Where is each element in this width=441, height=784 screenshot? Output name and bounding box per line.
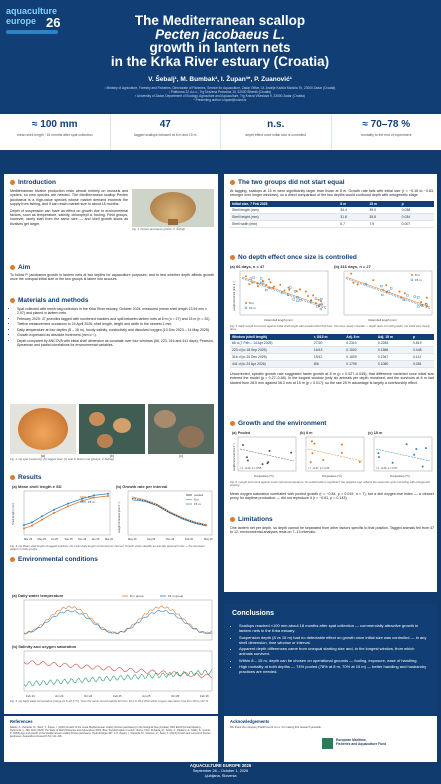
- footer-location: Ljubljana, Slovenia: [204, 773, 237, 778]
- methods-item: • Twelve measurement occasions to 24 April 2026; shell length, height and width to the nearest 1 mm.: [17, 322, 214, 326]
- x-tick-label: Jun 25: [142, 694, 151, 698]
- table-cell: 0.112: [411, 354, 434, 361]
- data-point: [290, 452, 292, 454]
- legend-8m-label: 8 m: [249, 301, 255, 305]
- scallop-photo: [132, 189, 214, 227]
- initial-size-table: [230, 201, 434, 228]
- data-point: [246, 456, 248, 458]
- data-point: [53, 509, 55, 511]
- table-header: 8 m: [338, 201, 367, 207]
- two-groups-text: At tagging, scallops at 15 m were significantly larger than those at 8 m. Growth rate falls with initial size (r = −0.16 to −0.83, stronger over longer windows), so a direct comparison of the two depths would confound depth with ontogenetic stage.: [230, 189, 434, 198]
- legend-15m-label: 15 m: [194, 502, 201, 507]
- stat-desc: mortality to the end of experiment: [361, 133, 412, 137]
- photo-tagged-spat: [79, 404, 145, 454]
- data-point: [41, 519, 43, 521]
- section-bullet-icon: [230, 255, 235, 260]
- ack-heading: Acknowledgements: [230, 719, 270, 724]
- footer-dates: September 28 – October 1, 2026: [192, 768, 249, 773]
- table-cell: 35.8: [367, 213, 399, 220]
- data-point-8m: [268, 278, 270, 280]
- table-cell: 0.1502: [344, 347, 376, 354]
- data-point: [378, 456, 380, 458]
- table-cell: 0.2284: [376, 340, 411, 347]
- legend-15m-label: 15 m: [88, 500, 95, 505]
- intro-section: [10, 179, 214, 231]
- references-heading: References: [10, 719, 33, 724]
- conclusion-item: • Suspension depth (8 vs 15 m) had no detectable effect on growth once initial size was controlled — in any shell dimension, time window or interval.: [239, 635, 429, 645]
- stat-desc: depth effect once initial size is controlled: [245, 133, 307, 137]
- x-tick-label: Aug 25: [147, 538, 156, 541]
- table-cell: Shell width (mm): [230, 220, 338, 227]
- fig3a-title: (a) Mean shell length ± SD: [12, 484, 62, 489]
- y-axis-label: Length increment (mm d⁻¹): [118, 501, 121, 533]
- fig4-caption: Fig. 4. (a) Daily water temperature (range 11.5–22.8 °C). Over the same record salinity fell from 40.4 to 35.4 PSU while oxygen saturation rose from 80 to 112 %.: [10, 699, 209, 703]
- growth-env-section: [230, 420, 434, 427]
- data-point-8m: [248, 283, 250, 285]
- legend-8m-marker: [245, 302, 247, 304]
- aim-section: [10, 264, 214, 282]
- fig6-stat-label: r = −0.37, p = 0.33: [308, 467, 330, 470]
- section-heading: [10, 474, 214, 481]
- fig4-environment-charts: [10, 592, 214, 700]
- section-heading: [10, 297, 214, 304]
- conclusion-item: • Within 8 – 15 m, depth can be chosen on operational grounds — fouling, exposure, ease of handling.: [239, 658, 429, 663]
- env-section: [10, 556, 214, 563]
- methods-list: [10, 307, 214, 347]
- right-column: [224, 174, 437, 592]
- table-cell: 0.2310: [344, 340, 376, 347]
- data-point-8m: [399, 291, 401, 293]
- x-tick-label: Oct 24: [84, 694, 93, 698]
- table-cell: 39.0: [367, 207, 399, 214]
- references-box: [4, 716, 218, 762]
- legend-15m-label: 15 m: [249, 306, 256, 310]
- table-header: Adj. 8 m: [344, 334, 376, 340]
- growth-env-text: Mean oxygen saturation correlated with pooled growth (r = −0.84, p = 0.019, n = 7), but a diel oxygen-rise index — a cleaner proxy for daytime production — did not reproduce it (r = −0.61, p = 0.143).: [230, 492, 434, 501]
- affiliations: [40, 86, 400, 102]
- fig4a-title: (a) Daily water temperature: [12, 593, 64, 598]
- data-point-8m: [372, 279, 374, 281]
- fig3-growth-charts: [10, 483, 214, 545]
- table-cell: 0.1586: [376, 347, 411, 354]
- section-bullet-icon: [10, 180, 15, 185]
- x-tick-label: Feb 25: [113, 694, 122, 698]
- data-point: [247, 460, 249, 462]
- x-tick-label: May 25: [128, 538, 137, 541]
- stat-shell-length: [0, 114, 111, 150]
- fig6-panel-title: (c) 15 m: [368, 431, 383, 435]
- x-tick-label: Jan 26: [91, 538, 100, 541]
- data-point-8m: [385, 284, 387, 286]
- aim-text: To follow P. jacobaeus growth in lantern nets at two depths for aquaculture purposes, and to test whether depth affects growth once the unequal initial size of the two groups is taken into account.: [10, 273, 214, 282]
- x-tick-label: Feb 26: [185, 538, 194, 541]
- table-row: [230, 354, 434, 361]
- fig6-panel-title: (b) 8 m: [300, 431, 313, 435]
- data-point: [242, 444, 244, 446]
- data-point: [67, 503, 69, 505]
- data-point: [266, 462, 268, 464]
- affiliation-3: ³ University of Zadar, Department of Ecology, Agriculture and Aquaculture, Trg Kneza Višeslava 9, 23000 Zadar (Croatia): [135, 94, 305, 98]
- section-bullet-icon: [10, 265, 15, 270]
- left-column: [4, 174, 218, 592]
- legend-15m-label: 15 m group: [168, 594, 184, 599]
- section-heading: [10, 179, 214, 186]
- data-point: [53, 512, 55, 514]
- fig6-stat-label: r = −0.26, p = 0.57: [376, 467, 398, 470]
- x-tick-label: Jun 24: [55, 694, 64, 698]
- table-row: [230, 361, 434, 368]
- stat-desc: tagged scallops followed at 8 m and 15 m: [134, 133, 197, 137]
- data-point-8m: [350, 273, 352, 275]
- title-line-3: growth in lantern nets: [149, 40, 291, 55]
- eu-fund-icon: [322, 738, 333, 749]
- x-tick-label: Mar 26: [105, 538, 114, 541]
- poster-footer: [0, 764, 441, 784]
- data-point: [31, 521, 33, 523]
- x-tick-label: Nov 25: [166, 538, 175, 541]
- table-cell: 0.819: [411, 340, 434, 347]
- x-tick-label: Mar 25: [24, 538, 33, 541]
- table-cell: 34.4: [338, 207, 367, 214]
- data-point: [392, 462, 394, 464]
- data-point-8m: [320, 300, 322, 302]
- y-axis-label: Length increment (mm d⁻¹): [233, 280, 236, 311]
- x-axis-label: Temperature (°C): [322, 475, 342, 478]
- poster-header: [0, 0, 441, 112]
- poster-title: [60, 14, 380, 68]
- limitations-text: One lantern net per depth, so depth cannot be separated from other factors specific to that position. Tagged animals fell from 47 to 12; environmental analyses rests on 7–13 intervals.: [230, 526, 434, 535]
- table-cell: 0.007: [400, 220, 434, 227]
- stat-tagged: [111, 114, 222, 150]
- x-tick-label: Feb 24: [26, 694, 35, 698]
- conclusions-heading: Conclusions: [232, 610, 275, 617]
- data-point-8m: [312, 294, 314, 296]
- data-point-8m: [299, 288, 301, 290]
- methods-heading: Materials and methods: [18, 297, 89, 304]
- title-line-2: Pecten jacobaeus L.: [155, 26, 285, 42]
- legend-8m-label: 8 m: [194, 497, 200, 502]
- fig6-caption: Fig. 6. Length increment against mean interval temperature. No relationship is significant; the negative sign reflects the seasonal cycle coinciding with ontogenetic slowing.: [230, 480, 431, 488]
- no-depth-text: Uncorrected, specific growth rate suggested faster growth at 8 m (p = 0.027–0.045); that difference vanished once initial size entered the model (p = 0.27–0.68). In the longest window (only six animals per depth remained, and the survivors at 8 m had started from 28.0 mm against 38.3 mm at 15 m (p = 0.017), so the raw 25 % advantage is largely a survivorship effect.: [230, 372, 434, 385]
- section-bullet-icon: [10, 557, 15, 562]
- table-cell: 27/20: [312, 340, 344, 347]
- data-point: [93, 497, 95, 499]
- table-cell: 0.1947: [376, 354, 411, 361]
- table-cell: Shell height (mm): [230, 213, 338, 220]
- data-point: [422, 465, 424, 467]
- stat-value: ≈ 70–78 %: [362, 119, 411, 130]
- intro-heading: Introduction: [18, 179, 56, 186]
- data-point: [377, 452, 379, 454]
- legend-8m-label: 8 m group: [130, 594, 144, 599]
- section-bullet-icon: [230, 180, 235, 185]
- left-column-lower: [4, 592, 218, 714]
- section-heading: [10, 264, 214, 271]
- table-cell: 316 d (to 20 Dec 2025): [230, 354, 312, 361]
- data-point: [425, 447, 427, 449]
- intro-paragraph-2: Depth of suspension can have an effect on growth due to environmental factors, such as temperature, salinity, chlorophyll a, fouling. Field groups, however, rarely start from the same size — and shell growth slows as bivalves get larger.: [10, 208, 128, 226]
- legend-15m-label: 15 m: [415, 278, 422, 282]
- data-point: [359, 461, 361, 463]
- two-groups-heading: The two groups did not start equal: [238, 179, 345, 186]
- table-cell: 15/12: [312, 354, 344, 361]
- data-point-8m: [357, 283, 359, 285]
- fig1-caption: Fig. 1. Pecten jacobaeus (photo: V. Šebalj): [132, 227, 185, 231]
- fund-line-2: Fisheries and Aquaculture Fund: [336, 742, 387, 746]
- data-point-8m: [404, 292, 406, 294]
- x-axis-label: Initial shell length (mm): [264, 318, 293, 322]
- table-cell: 0.038: [400, 207, 434, 214]
- section-heading: [230, 254, 434, 261]
- x-tick-label: Nov 25: [78, 538, 87, 541]
- table-header: r, 8/15 m: [312, 334, 344, 340]
- ancova-table: [230, 334, 434, 368]
- fig2-label-c: (c): [179, 454, 183, 458]
- x-tick-label: Feb 26: [200, 694, 209, 698]
- data-point: [406, 443, 408, 445]
- results-heading: Results: [18, 474, 42, 481]
- data-point: [269, 450, 271, 452]
- legend-8m-marker: [411, 274, 413, 276]
- table-cell: 0.034: [400, 213, 434, 220]
- data-point: [322, 459, 324, 461]
- stat-depth-effect: [221, 114, 332, 150]
- stat-value: n.s.: [267, 119, 285, 130]
- authors: V. Šebalj¹, M. Bumbak², I. Župan³*, P. Zuanović¹: [148, 76, 292, 83]
- env-heading: Environmental conditions: [18, 556, 98, 563]
- footer-conference: AQUACULTURE EUROPE 2026: [189, 763, 252, 768]
- photo-lantern-net: [148, 404, 214, 454]
- table-header: 15 m: [367, 201, 399, 207]
- growth-env-heading: Growth and the environment: [238, 420, 327, 427]
- logo-wave-icon: [6, 30, 58, 34]
- y-axis-label: Shell length (mm): [11, 503, 15, 525]
- data-point: [107, 495, 109, 497]
- fig2-caption: Fig. 2. (a) spat measuring; (b) tagged spat; (c) spat in lantern net (photos: V. Šebalj): [10, 457, 114, 461]
- data-point: [341, 452, 343, 454]
- stat-mortality: [332, 114, 441, 150]
- data-point: [311, 440, 313, 442]
- conclusion-item: • High mortality at both depths — 74% pooled (78% at 8 m, 70% at 15 m) — better handling and husbandry practices are needed.: [239, 664, 429, 674]
- limitations-section: [230, 516, 434, 535]
- table-cell: 0.1795: [344, 361, 376, 368]
- data-point: [415, 448, 417, 450]
- affiliation-4: * Presenting author: izupan@unizd.hr: [193, 98, 247, 102]
- aquaculture-europe-logo: [6, 6, 64, 40]
- data-point: [67, 505, 69, 507]
- stat-value: 47: [159, 119, 171, 130]
- data-point: [341, 444, 343, 446]
- no-depth-section: [230, 254, 434, 261]
- data-point-8m: [425, 303, 427, 305]
- table-row: [230, 220, 434, 227]
- fig2-label-a: (a): [40, 454, 46, 458]
- methods-item: • Depth compared by ANCOVA with initial shell dimension as covariate over four windows (66, 223, 316 and 441 days); Pearson, Spearman and partial correlations for environmental variables.: [17, 339, 214, 348]
- table-cell: 66 d (7 Feb – 14 Apr 2025): [230, 340, 312, 347]
- table-cell: 0.448: [411, 347, 434, 354]
- section-heading: [230, 516, 434, 523]
- photo-spat-measuring: [10, 404, 76, 454]
- fig2-label-b: (b): [109, 454, 115, 458]
- data-point: [23, 524, 25, 526]
- legend-8m-label: 8 m: [88, 495, 94, 500]
- acknowledgements-box: [224, 716, 437, 762]
- section-bullet-icon: [230, 421, 235, 426]
- table-cell: 0.1809: [344, 354, 376, 361]
- fig5-caption: Fig. 5. Daily length increment against initial shell length with parallel ANCOVA lines. The lines nearly coincide — depth does not shift growth, but initial size clearly does.: [230, 324, 430, 332]
- legend-8m-label: 8 m: [415, 273, 421, 277]
- conclusion-item: • Apparent depth differences came from unequal starting size and, in the longest window, from which animals survived.: [239, 646, 429, 656]
- fig5a-title: (a) 66 days, n = 47: [230, 264, 265, 269]
- fig6-stat-label: r = −0.20, p = 0.55: [240, 467, 262, 470]
- logo-text-year: 26: [46, 15, 61, 30]
- table-cell: 6.7: [338, 220, 367, 227]
- fig5-ancova-charts: [230, 263, 434, 325]
- y-axis-label: Length increment (mm d⁻¹): [234, 443, 236, 471]
- plot-frame: [238, 437, 296, 471]
- logo-text-aquaculture: aquaculture: [6, 6, 58, 16]
- legend-pooled-label: pooled: [194, 493, 204, 498]
- data-point-8m: [352, 282, 354, 284]
- logo-text-europe: europe: [6, 16, 37, 26]
- x-tick-label: Sep 25: [64, 538, 73, 541]
- table-row: [230, 213, 434, 220]
- key-stats-strip: [0, 114, 441, 150]
- table-header: Initial size, 7 Feb 2025: [230, 201, 338, 207]
- data-point-8m: [279, 284, 281, 286]
- section-bullet-icon: [10, 475, 15, 480]
- conclusions-box: [224, 604, 437, 714]
- section-heading: [10, 556, 214, 563]
- data-point: [23, 527, 25, 529]
- table-header: Adj. 15 m: [376, 334, 411, 340]
- data-point-8m: [305, 290, 307, 292]
- intro-paragraph-1: Mediterranean bivalve production rests almost entirely on mussels and oysters, so new species are needed. The Mediterranean scallop Pecten jacobaeus is a high-value species whose market demand exceeds the supply from fishing, and it can reach market size in about 18 months.: [10, 189, 128, 207]
- fig3-caption: Fig. 3. (a) Mean shell length of tagged scallops; (b) mean daily length increment per interval. Growth slows steadily as animals approach size — the dominant pattern in both groups.: [10, 544, 205, 552]
- data-point-8m: [245, 275, 247, 277]
- affiliation-1: ¹ Ministry of Agriculture, Forestry and Fisheries, Directorate of Fisheries, Service for Aquaculture, Zadar Office, Ul. Andrije Kačića Miošića 7b, 23000 Zadar (Croatia): [104, 86, 336, 90]
- x-tick-label: May 26: [204, 538, 213, 541]
- data-point-8m: [426, 297, 428, 299]
- conclusion-item: • Scallops reached ≈100 mm about 18 months after spat collection — commercially attractive growth in lantern nets in the Krka estuary.: [239, 623, 429, 633]
- methods-item: • February 2025: 47 juveniles tagged with numbered markers and split between lantern nets at 8 m (n = 27) and 15 m (n = 20).: [17, 317, 214, 321]
- data-point: [107, 493, 109, 495]
- fig2-photos: [10, 404, 214, 461]
- stat-desc: mean shell length ~16 months after spat collection: [17, 133, 93, 137]
- fund-line-1: European Maritime,: [336, 738, 367, 742]
- title-line-1: The Mediterranean scallop: [134, 13, 306, 28]
- table-cell: 7.9: [367, 220, 399, 227]
- section-heading: [230, 420, 434, 427]
- data-point: [311, 452, 313, 454]
- table-cell: 0.1080: [376, 361, 411, 368]
- results-section: [10, 474, 214, 481]
- data-point: [413, 454, 415, 456]
- data-point-8m: [420, 301, 422, 303]
- x-axis-label: Initial shell length (mm): [368, 318, 397, 322]
- x-axis-label: Temperature (°C): [254, 475, 274, 478]
- funding-logo: [336, 738, 386, 746]
- title-line-4: in the Krka River estuary (Croatia): [110, 53, 330, 69]
- stat-value: ≈ 100 mm: [31, 119, 78, 130]
- data-point: [262, 463, 264, 465]
- x-tick-label: Oct 25: [171, 694, 180, 698]
- data-point: [81, 498, 83, 500]
- no-depth-heading: No depth effect once size is controlled: [238, 254, 357, 261]
- data-point: [41, 515, 43, 517]
- x-axis-label: Temperature (°C): [390, 475, 410, 478]
- table-cell: 16/13: [312, 347, 344, 354]
- fig6-panel-title: (a) Pooled: [232, 431, 251, 435]
- data-point-8m: [307, 295, 309, 297]
- data-point-8m: [283, 289, 285, 291]
- table-cell: 441 d (to 24 Apr 2026): [230, 361, 312, 368]
- section-heading: [230, 179, 434, 186]
- data-point: [93, 494, 95, 496]
- affiliation-2: ² Platforma 22 d.o.o., Trg Dražena Petrovića 10, 22000 Šibenik (Croatia): [168, 90, 272, 94]
- methods-item: • Daily temperature at four depths (8 – 18 m), hourly salinity, conductivity and dissolved oxygen (10 Dec 2023 – 14 May 2025).: [17, 328, 214, 332]
- two-groups-section: [230, 179, 434, 228]
- table-row: [230, 347, 434, 354]
- fig6-temperature-charts: [230, 429, 434, 481]
- section-bullet-icon: [10, 298, 15, 303]
- data-point-8m: [269, 281, 271, 283]
- x-tick-label: Jul 25: [51, 538, 58, 541]
- data-point-8m: [288, 289, 290, 291]
- table-cell: 31.6: [338, 213, 367, 220]
- data-point: [31, 525, 33, 527]
- limitations-heading: Limitations: [238, 516, 273, 523]
- aim-heading: Aim: [18, 264, 31, 271]
- methods-item: • Spat collected with mesh bag collectors in the Krka River estuary, October 2024, measured (mean shell length 13.94 mm ± 2.97) and placed in lantern nets.: [17, 307, 214, 316]
- methods-section: [10, 297, 214, 349]
- references-text: Bakšić, A., Peharda, M., Šarić, T., Župan, I. (2016) Growth of the Great Mediterranean scallop (Pecten jacobaeus) in the Novigrad Sea (Croatia). With EAAP Annual Meeting, Dubrovnik, p. 396. FAO (2024) The State of World Fisheries and Aquaculture 2024. Blue Transformation in action. Rome, FAO. Peharda, M., Soldo, A., Pallaoro, A., Matić, S., Cetinić, P. (2003) Age and growth of the Mediterranean scallop Pecten jacobaeus. Hydrobiologia 497: 1–8. Župan, I., Peharda, M., Dolenec, Z., Šarić, T. (2023) Growth and survival of Pecten jacobaeus. Aquaculture Research 54: 111–118.: [10, 726, 211, 739]
- table-cell: 223 d (to 18 Sep 2025): [230, 347, 312, 354]
- conclusions-list: [232, 623, 429, 674]
- ack-text: We thank the company Platforma 22 d.o.o. for making this research possible.: [230, 726, 322, 729]
- section-bullet-icon: [230, 517, 235, 522]
- table-header: p: [411, 334, 434, 340]
- table-cell: 8/6: [312, 361, 344, 368]
- fig5b-title: (b) 316 days, n = 27: [334, 264, 371, 269]
- data-point: [310, 461, 312, 463]
- fig3b-title: (b) Growth rate per interval: [116, 484, 168, 489]
- x-tick-label: May 25: [37, 538, 47, 541]
- table-header: p: [400, 201, 434, 207]
- fig4b-title: (b) Salinity and oxygen saturation: [12, 644, 77, 649]
- data-point-8m: [318, 299, 320, 301]
- methods-item: • Growth expressed as absolute increment (mm d⁻¹).: [17, 333, 214, 337]
- table-cell: 0.081: [411, 361, 434, 368]
- plot-frame: [306, 437, 364, 471]
- table-header: Window (shell length): [230, 334, 312, 340]
- data-point: [313, 443, 315, 445]
- table-cell: Shell length (mm): [230, 207, 338, 214]
- data-point-8m: [257, 285, 259, 287]
